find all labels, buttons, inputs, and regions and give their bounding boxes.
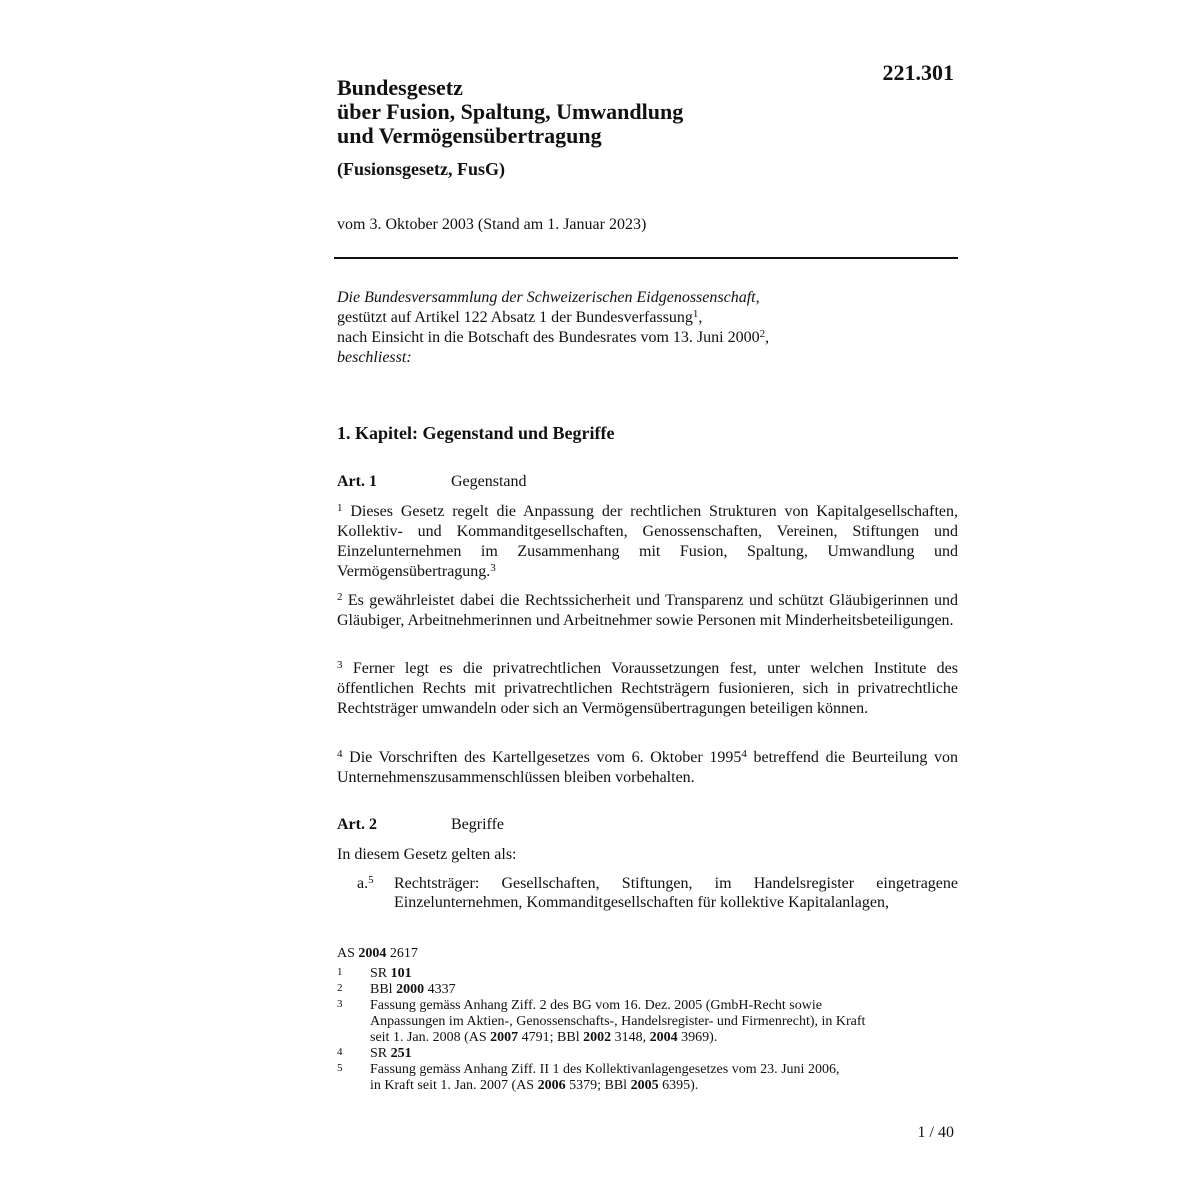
footnote-number: 5 [337, 1062, 343, 1074]
paragraph-number: 2 [337, 591, 343, 603]
footnote-bold: 2000 [396, 982, 425, 997]
article-1-paragraph-2 [337, 591, 958, 631]
footnote-number: 2 [337, 982, 343, 994]
footnote-bold: 2006 [537, 1078, 566, 1093]
footnote-line: Anpassungen im Aktien-, Genossenschafts-, Handelsregister- und Firmenrecht), in Kraft [370, 1014, 866, 1029]
footnote-4 [337, 1046, 958, 1062]
footnote-ref-1[interactable]: 1 [692, 308, 699, 320]
footnote-text: SR [370, 1046, 391, 1061]
date-line: vom 3. Oktober 2003 (Stand am 1. Januar 2023) [337, 216, 647, 233]
article-1-heading [337, 473, 527, 491]
article-2-lead: In diesem Gesetz gelten als: [337, 846, 517, 863]
page-number: 1 / 40 [917, 1124, 954, 1141]
preamble-line-1: Die Bundesversammlung der Schweizerischen Eidgenossenschaft, [337, 289, 760, 306]
article-1-paragraph-1 [337, 502, 958, 582]
as-year: 2004 [358, 946, 387, 961]
list-letter: a. [357, 875, 369, 892]
footnote-bold: 101 [390, 966, 412, 981]
preamble [337, 288, 958, 368]
footnotes [337, 966, 958, 1094]
article-1-number: Art. 1 [337, 473, 377, 490]
list-item-text: Rechtsträger: Gesellschaften, Stiftungen, im Handelsregister eingetragene Einzelunternehmen, Kommanditgesellschaften für kollektive Kapitalanlagen, [394, 875, 958, 911]
header-divider [334, 257, 958, 259]
paragraph-text: Dieses Gesetz regelt die Anpassung der rechtlichen Strukturen von Kapitalgesellschaften, Kollektiv- und Kommanditgesellschaften, Genossenschaften, Vereinen, Stiftungen und Einzelunternehmen im Zusammenhang mit Fusion, Spaltung, Umwandlung und Vermögensübertragung. [337, 503, 958, 580]
article-2-item-a [357, 874, 958, 912]
footnote-text: 3148, [611, 1030, 650, 1045]
footnote-text: seit 1. Jan. 2008 (AS [370, 1030, 491, 1045]
paragraph-number: 4 [337, 748, 343, 760]
list-label [357, 874, 374, 893]
footnote-3 [337, 998, 958, 1046]
footnote-line [370, 1030, 958, 1046]
footnote-text: 6395). [658, 1078, 699, 1093]
article-1-title: Gegenstand [451, 473, 527, 490]
article-2-heading [337, 816, 504, 834]
paragraph-number: 3 [337, 659, 343, 671]
law-title [337, 76, 683, 180]
footnote-text: in Kraft seit 1. Jan. 2007 (AS [370, 1078, 538, 1093]
footnote-ref-4[interactable]: 4 [741, 748, 747, 760]
footnote-line [370, 1078, 958, 1094]
paragraph-text: Es gewährleistet dabei die Rechtssicherheit und Transparenz und schützt Gläubigerinnen und Gläubiger, Arbeitnehmerinnen und Arbeitnehmer sowie Personen mit Minderheitsbeteiligungen. [337, 592, 958, 629]
footnote-number: 3 [337, 998, 343, 1010]
preamble-line-2-punct: , [698, 309, 703, 326]
preamble-line-4: beschliesst: [337, 349, 412, 366]
footnote-ref-5[interactable]: 5 [368, 874, 374, 886]
footnote-text: 4791; BBl [518, 1030, 584, 1045]
footnote-line: Fassung gemäss Anhang Ziff. 2 des BG vom 16. Dez. 2005 (GmbH-Recht sowie [370, 998, 822, 1013]
footnote-bold: 2002 [583, 1030, 612, 1045]
footnote-bold: 251 [390, 1046, 412, 1061]
sr-number: 221.301 [882, 60, 954, 85]
footnote-number: 4 [337, 1046, 343, 1058]
title-line-2: über Fusion, Spaltung, Umwandlung [337, 99, 684, 124]
as-page: 2617 [386, 946, 418, 961]
title-line-1: Bundesgesetz [337, 75, 463, 100]
paragraph-text-cont: betreffend die Beurteilung von Unternehmenszusammenschlüssen bleiben vorbehalten. [337, 749, 958, 786]
paragraph-number: 1 [337, 502, 343, 514]
footnote-text: BBl [370, 982, 397, 997]
article-2-title: Begriffe [451, 816, 505, 833]
footnote-line: Fassung gemäss Anhang Ziff. II 1 des Kollektivanlagengesetzes vom 23. Juni 2006, [370, 1062, 840, 1077]
chapter-heading: 1. Kapitel: Gegenstand und Begriffe [337, 423, 615, 443]
paragraph-text: Ferner legt es die privatrechtlichen Voraussetzungen fest, unter welchen Institute des öffentlichen Rechts mit privatrechtlichen Rechtsträgern fusionieren, sich in privatrechtliche Rechtsträger umwandeln oder sich an Vermögensübertragungen beteiligen können. [337, 660, 958, 717]
preamble-line-2-text: gestützt auf Artikel 122 Absatz 1 der Bundesverfassung [337, 309, 693, 326]
footnote-2 [337, 982, 958, 998]
footnote-bold: 2005 [630, 1078, 659, 1093]
document-page [337, 0, 958, 1200]
footnote-text: 3969). [677, 1030, 718, 1045]
footnote-bold: 2004 [649, 1030, 678, 1045]
footnote-text-cont: 4337 [424, 982, 456, 997]
paragraph-text: Die Vorschriften des Kartellgesetzes vom 6. Oktober 1995 [342, 749, 742, 766]
preamble-line-3-text: nach Einsicht in die Botschaft des Bundesrates vom 13. Juni 2000 [337, 329, 760, 346]
article-1-paragraph-3 [337, 659, 958, 719]
official-collection-reference [337, 946, 418, 962]
preamble-line-3-punct: , [765, 329, 770, 346]
footnote-ref-3[interactable]: 3 [490, 562, 496, 574]
footnote-bold: 2007 [490, 1030, 519, 1045]
footnote-text: 5379; BBl [565, 1078, 631, 1093]
footnote-ref-2[interactable]: 2 [759, 328, 766, 340]
article-1-paragraph-4 [337, 748, 958, 788]
short-title: (Fusionsgesetz, FusG) [337, 159, 505, 179]
article-2-number: Art. 2 [337, 816, 377, 833]
preamble-line-3 [337, 328, 958, 348]
footnote-1 [337, 966, 958, 982]
preamble-line-2 [337, 308, 958, 328]
footnote-number: 1 [337, 966, 343, 978]
title-line-3: und Vermögensübertragung [337, 123, 602, 148]
footnote-text: SR [370, 966, 391, 981]
as-prefix: AS [337, 946, 359, 961]
footnote-5 [337, 1062, 958, 1094]
